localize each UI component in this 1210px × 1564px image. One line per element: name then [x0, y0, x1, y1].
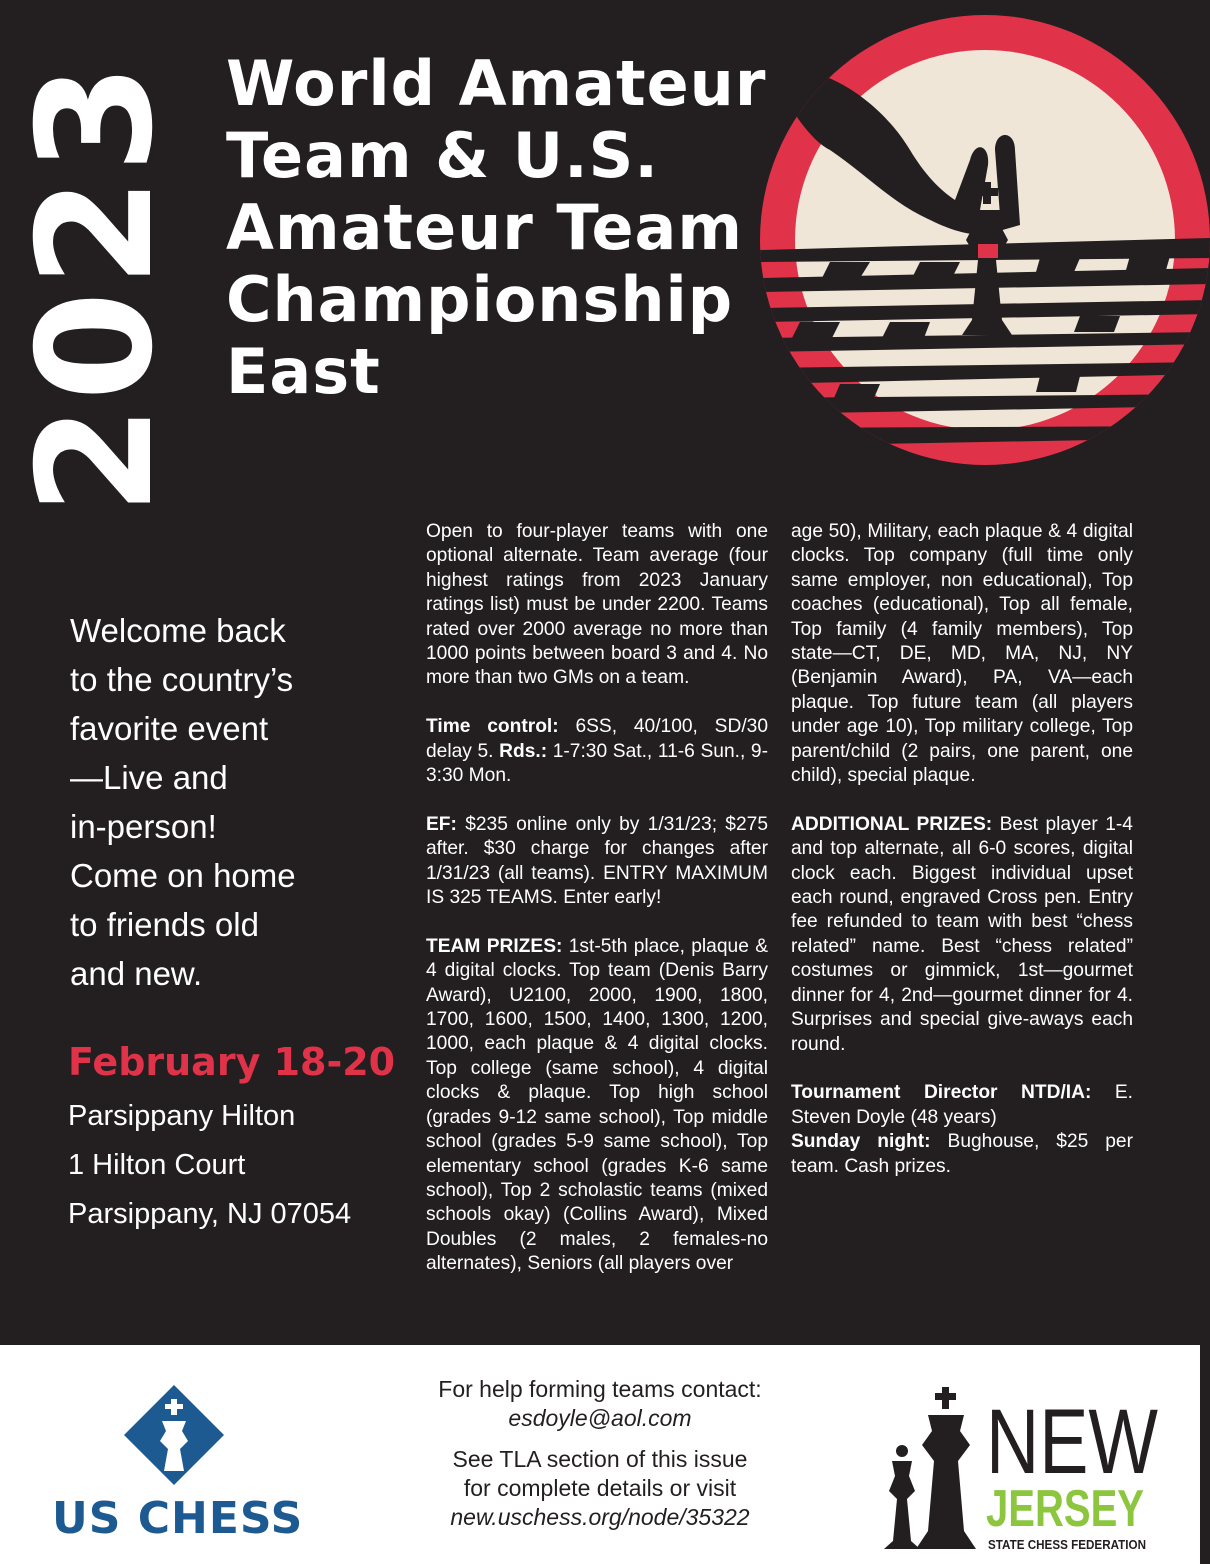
- team-prizes-text: 1st-5th place, plaque & 4 digital clocks. Top team (Denis Barry Award), U2100, 2000, 1900, 1800, 1700, 1600, 1500, 1400, 1300, 1200, 1000, each plaque & 4 digital clocks. Top college (same school), 4 digital clocks & plaque. Top high school (grades 9-12 same school), Top middle school (grades 5-9 same school), Top elementary school (grades K-6 same school), Top 2 scholastic teams (mixed schools okay) (Collins Award), Mixed Doubles (2 males, 2 females-no alternates), Seniors (all players over: [426, 935, 768, 1275]
- team-prizes-paragraph: [426, 935, 768, 1277]
- welcome-line: in-person!: [70, 808, 217, 845]
- welcome-line: and new.: [70, 955, 203, 992]
- intro-paragraph: Open to four-player teams with one optional alternate. Team average (four highest ratings from 2023 January ratings list) must be under 2200. Teams rated over 2000 average no more than 1000 points between board 3 and 4. No more than two GMs on a team.: [426, 521, 768, 689]
- tla-line: See TLA section of this issue: [452, 1446, 748, 1472]
- title-line: Championship: [226, 263, 734, 336]
- director-paragraph: [791, 1081, 1133, 1130]
- welcome-message: [70, 606, 400, 998]
- welcome-line: Welcome back: [70, 612, 286, 649]
- year-text: 2023: [4, 59, 188, 515]
- us-chess-logo-text: US CHESS: [52, 1493, 304, 1544]
- welcome-line: favorite event: [70, 710, 269, 747]
- sunday-text: Bughouse, $25 per team. Cash prizes.: [791, 1131, 1133, 1177]
- help-line: For help forming teams contact:: [438, 1376, 762, 1402]
- details-column-1: [426, 520, 768, 1301]
- additional-prizes-paragraph: [791, 813, 1133, 1057]
- additional-prizes-label: ADDITIONAL PRIZES:: [791, 813, 993, 835]
- event-title: [226, 48, 846, 408]
- td-label: Tournament Director NTD/IA:: [791, 1082, 1092, 1104]
- time-control-label: Time control:: [426, 716, 559, 738]
- entry-fee-paragraph: [426, 813, 768, 911]
- prizes-continued: age 50), Military, each plaque & 4 digital clocks. Top company (full time only same employer, non educational), Top coaches (educational), Top all female, Top family (4 family members), Top state—CT, DE, MD, MA, NJ, NY (Benjamin Award), PA, VA—each plaque. Top future team (all players under age 10), Top military college, Top parent/child (2 pairs, one parent, one child), special plaque.: [791, 521, 1133, 787]
- ef-text: $235 online only by 1/31/23; $275 after. $30 charge for changes after 1/31/23 (all teams). ENTRY MAXIMUM IS 325 TEAMS. Enter early!: [426, 813, 768, 909]
- venue-line: Parsippany Hilton: [68, 1100, 296, 1132]
- sunday-label: Sunday night:: [791, 1131, 931, 1153]
- venue-address: [68, 1092, 351, 1239]
- venue-line: Parsippany, NJ 07054: [68, 1198, 352, 1230]
- contact-email[interactable]: esdoyle@aol.com: [508, 1405, 692, 1431]
- welcome-line: to the country’s: [70, 661, 294, 698]
- title-line: World Amateur: [226, 47, 767, 120]
- team-prizes-label: TEAM PRIZES:: [426, 935, 563, 957]
- rounds-label: Rds.:: [499, 740, 548, 762]
- flyer-footer: [0, 1345, 1200, 1564]
- nj-logo-new: NEW: [986, 1391, 1159, 1493]
- welcome-line: Come on home: [70, 857, 296, 894]
- details-url[interactable]: new.uschess.org/node/35322: [450, 1504, 750, 1530]
- nj-logo-jersey: JERSEY: [986, 1480, 1144, 1538]
- welcome-line: —Live and: [70, 759, 228, 796]
- title-line: East: [226, 335, 381, 408]
- title-line: Amateur Team: [226, 191, 743, 264]
- help-contact: [350, 1375, 850, 1532]
- event-dates: February 18-20: [68, 1040, 396, 1084]
- time-control-paragraph: [426, 715, 768, 788]
- time-control-text: 6SS, 40/100, SD/30 delay 5.: [426, 716, 768, 762]
- rounds-text: 1-7:30 Sat., 11-6 Sun., 9-3:30 Mon.: [426, 740, 768, 787]
- us-chess-logo: [48, 1383, 308, 1543]
- td-text: E. Steven Doyle (48 years): [791, 1082, 1133, 1128]
- title-line: Team & U.S.: [226, 119, 659, 192]
- tla-line: for complete details or visit: [463, 1475, 737, 1501]
- nj-state-chess-federation-logo: [880, 1381, 1170, 1556]
- details-column-2: [791, 520, 1133, 1203]
- nj-logo-federation: STATE CHESS FEDERATION: [988, 1537, 1146, 1552]
- sunday-paragraph: [791, 1130, 1133, 1179]
- additional-prizes-text: Best player 1-4 and top alternate, all 6-0 scores, digital clock each. Biggest individual upset each round, engraved Cross pen. Entry fee refunded to team with best “chess related” name. Best “chess related” costumes or gimmick, 1st—gourmet dinner for 4, 2nd—gourmet dinner for 4. Surprises and special give-aways each round.: [791, 813, 1133, 1055]
- welcome-line: to friends old: [70, 906, 259, 943]
- ef-label: EF:: [426, 813, 457, 835]
- year-vertical: [0, 60, 220, 520]
- venue-line: 1 Hilton Court: [68, 1149, 246, 1181]
